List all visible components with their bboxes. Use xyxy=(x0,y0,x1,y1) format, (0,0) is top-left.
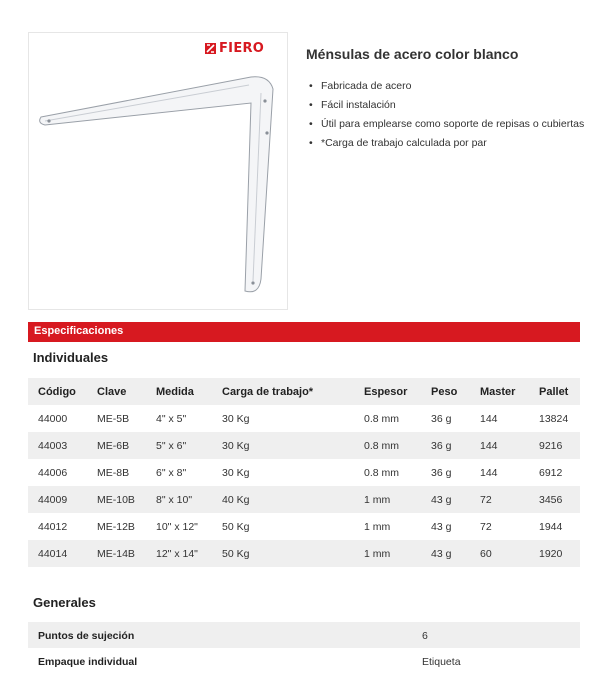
bullet-icon: • xyxy=(309,80,313,92)
table-cell: 43 g xyxy=(431,548,452,560)
general-spec-table xyxy=(28,622,580,674)
product-title: Ménsulas de acero color blanco xyxy=(306,46,519,62)
table-cell: 30 Kg xyxy=(222,413,250,425)
table-cell: 0.8 mm xyxy=(364,467,400,479)
general-row-value: Etiqueta xyxy=(422,656,461,668)
table-body xyxy=(28,405,580,567)
brand-logo-text: FIERO xyxy=(219,41,265,56)
table-cell: 0.8 mm xyxy=(364,413,400,425)
table-cell: 5" x 6" xyxy=(156,440,187,452)
table-cell: 50 Kg xyxy=(222,521,250,533)
general-row-packaging xyxy=(28,648,580,674)
feature-list xyxy=(309,80,585,156)
product-image xyxy=(28,32,288,310)
column-header: Pallet xyxy=(539,386,569,398)
table-cell: 36 g xyxy=(431,440,452,452)
table-cell: 44006 xyxy=(38,467,68,479)
specifications-label: Especificaciones xyxy=(34,325,124,337)
table-cell: 1920 xyxy=(539,548,563,560)
table-header-row xyxy=(28,378,580,405)
feature-item: • Útil para emplearse como soporte de repisas o cubiertas xyxy=(309,118,585,130)
table-row xyxy=(28,513,580,540)
column-header: Medida xyxy=(156,386,194,398)
table-cell: 4" x 5" xyxy=(156,413,187,425)
table-cell: 30 Kg xyxy=(222,440,250,452)
table-cell: 72 xyxy=(480,521,492,533)
table-cell: 44003 xyxy=(38,440,68,452)
table-cell: 43 g xyxy=(431,521,452,533)
bullet-icon: • xyxy=(309,118,313,130)
table-cell: ME-14B xyxy=(97,548,135,560)
table-cell: 43 g xyxy=(431,494,452,506)
table-row xyxy=(28,486,580,513)
specifications-bar xyxy=(28,322,580,342)
column-header: Clave xyxy=(97,386,127,398)
column-header: Carga de trabajo* xyxy=(222,386,314,398)
feature-item: • Fabricada de acero xyxy=(309,80,412,92)
table-cell: 8" x 10" xyxy=(156,494,193,506)
table-cell: 1 mm xyxy=(364,494,391,506)
table-cell: 36 g xyxy=(431,467,452,479)
table-cell: 44009 xyxy=(38,494,68,506)
table-cell: 144 xyxy=(480,413,498,425)
table-cell: 13824 xyxy=(539,413,569,425)
table-cell: ME-12B xyxy=(97,521,135,533)
column-header: Master xyxy=(480,386,516,398)
table-cell: ME-6B xyxy=(97,440,130,452)
table-cell: 36 g xyxy=(431,413,452,425)
column-header: Código xyxy=(38,386,76,398)
table-cell: 6912 xyxy=(539,467,563,479)
table-cell: 0.8 mm xyxy=(364,440,400,452)
table-cell: 44012 xyxy=(38,521,68,533)
table-cell: 6" x 8" xyxy=(156,467,187,479)
table-cell: 12" x 14" xyxy=(156,548,198,560)
general-row-label: Puntos de sujeción xyxy=(38,630,135,642)
general-row-label: Empaque individual xyxy=(38,656,138,668)
table-cell: 40 Kg xyxy=(222,494,250,506)
table-cell: 10" x 12" xyxy=(156,521,198,533)
general-row-value: 6 xyxy=(422,630,428,642)
bullet-icon: • xyxy=(309,99,313,111)
table-row xyxy=(28,405,580,432)
general-section-title: Generales xyxy=(33,595,96,610)
table-cell: ME-8B xyxy=(97,467,130,479)
table-row xyxy=(28,540,580,567)
table-cell: 144 xyxy=(480,440,498,452)
table-cell: 9216 xyxy=(539,440,563,452)
table-cell: ME-10B xyxy=(97,494,135,506)
table-row xyxy=(28,459,580,486)
table-cell: 44014 xyxy=(38,548,68,560)
table-cell: 144 xyxy=(480,467,498,479)
individual-section-title: Individuales xyxy=(33,350,109,365)
table-cell: 30 Kg xyxy=(222,467,250,479)
column-header: Espesor xyxy=(364,386,408,398)
table-cell: 60 xyxy=(480,548,492,560)
table-cell: 1944 xyxy=(539,521,563,533)
table-row xyxy=(28,432,580,459)
table-cell: 50 Kg xyxy=(222,548,250,560)
table-cell: ME-5B xyxy=(97,413,130,425)
table-cell: 1 mm xyxy=(364,521,391,533)
table-cell: 1 mm xyxy=(364,548,391,560)
table-cell: 44000 xyxy=(38,413,68,425)
table-cell: 3456 xyxy=(539,494,563,506)
individual-spec-table xyxy=(28,378,580,567)
feature-item: • Fácil instalación xyxy=(309,99,396,111)
general-row-fastening-points xyxy=(28,622,580,648)
column-header: Peso xyxy=(431,386,458,398)
feature-item: • *Carga de trabajo calculada por par xyxy=(309,137,487,149)
shelf-bracket-illustration xyxy=(29,33,287,309)
table-cell: 72 xyxy=(480,494,492,506)
bullet-icon: • xyxy=(309,137,313,149)
